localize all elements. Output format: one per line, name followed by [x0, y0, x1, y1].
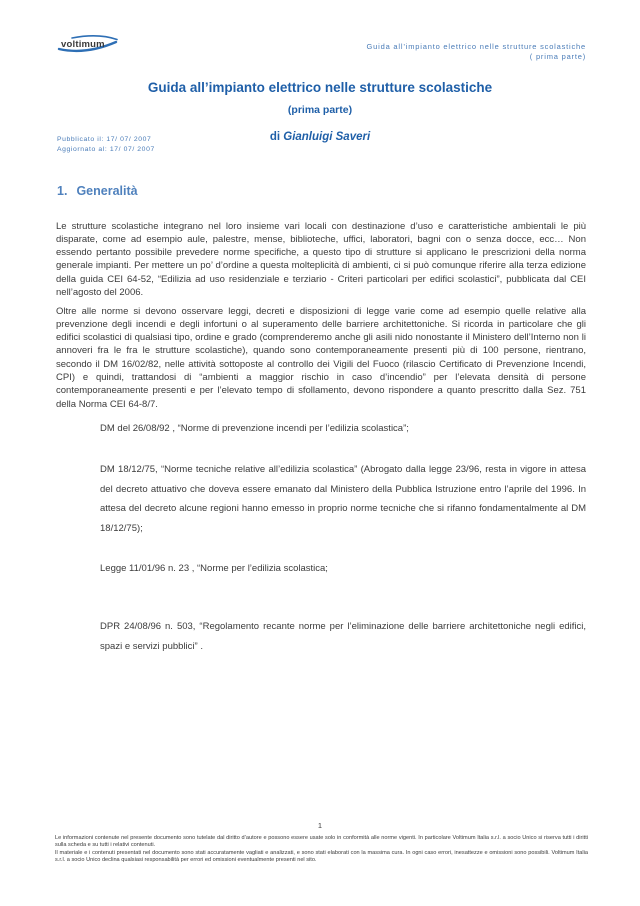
published-date: Pubblicato il: 17/ 07/ 2007	[57, 136, 152, 143]
page-title: Guida all’impianto elettrico nelle strutture scolastiche	[147, 80, 493, 95]
legal-paragraph: Il materiale e i contenuti presentati nel documento sono stati accuratamente vagliati e analizzati, e sono stati elaborati con la massima cura. In ogni caso errori, inesattezze e omissioni sono possibili. Voltimum Italia s.r.l. a socio Unico declina qualsiasi responsabilità per errori ed omissioni eventualmente presenti nel sito.	[55, 849, 588, 863]
running-header-title: Guida all’impianto elettrico nelle strutture scolastiche	[366, 42, 586, 51]
legal-disclaimer	[55, 835, 588, 864]
updated-date: Aggiornato al: 17/ 07/ 2007	[57, 145, 155, 153]
running-header	[367, 42, 586, 62]
author-name: Gianluigi Saveri	[283, 131, 371, 143]
list-item: DPR 24/08/96 n. 503, “Regolamento recante norme per l’eliminazione delle barriere architettoniche negli edifici, spazi e servizi pubblici” .	[100, 621, 586, 652]
section-label: Generalità	[76, 184, 138, 198]
reference-list	[100, 422, 586, 656]
body-paragraph: Oltre alle norme si devono osservare leggi, decreti e disposizioni di legge varie come ad esempio quelle relative alla prevenzione degli incendi e degli infortuni o al superamento delle barriere architettoniche. Si ricorda in particolare che gli edifici scolastici di qualsiasi tipo, ordine e grado (comprenderemo anche gli asili nido nonostante il Ministero dell’Interno non li annoveri fra le fra le strutture scolastiche), quando sono contemporaneamente presenti più di 100 persone, rientrano, secondo il DM 16/02/82, nelle attività sottoposte al controllo dei Vigili del Fuoco (rilascio Certificato di Prevenzione Incendi, CPI) e quindi, trattandosi di “ambienti a maggior rischio in caso d’incendio” per l’elevata densità di persone contemporaneamente presenti e per l’elevato tempo di sfollamento, devono rispondere a quanto prescritto dalla Sez. 751 della Norma CEI 64-8/7.	[56, 305, 586, 410]
legal-paragraph: Le informazioni contenute nel presente documento sono tutelate dal diritto d’autore e possono essere usate solo in conformità alle norme vigenti. In particolare Voltimum Italia s.r.l. a socio Unico si riserva tutti i diritti sulla scheda e su tutti i relativi contenuti.	[55, 835, 588, 849]
byline-prefix: di	[269, 131, 284, 143]
voltimum-logo	[56, 34, 120, 56]
section-heading	[57, 184, 138, 198]
voltimum-logo-icon	[56, 34, 120, 56]
running-header-subtitle: ( prima parte)	[529, 52, 586, 61]
list-item: DM del 26/08/92 , “Norme di prevenzione incendi per l’edilizia scolastica”;	[100, 423, 409, 434]
page-subtitle: (prima parte)	[287, 104, 353, 116]
section-number: 1.	[57, 184, 68, 198]
byline	[0, 131, 640, 143]
list-item: Legge 11/01/96 n. 23 , “Norme per l’edilizia scolastica;	[100, 563, 328, 574]
body-paragraph: Le strutture scolastiche integrano nel loro insieme vari locali con destinazione d’uso e caratteristiche ambientali le più disparate, come ad esempio aule, palestre, mense, biblioteche, uffici, laboratori, bagni con o senza docce, ecc… Non essendo pertanto possibile prevedere norme specifiche, a questo tipo di strutture si applicano le prescrizioni della norma generale impianti. Per mettere un po’ d’ordine a questa molteplicità di ambienti, ci si può comunque riferire alla terza edizione della guida CEI 64-52, “Edilizia ad uso residenziale e terziario - Criteri particolari per edifici scolastici”, pubblicata dal CEI nell’agosto del 2006.	[56, 220, 586, 298]
page-number: 1	[317, 821, 323, 830]
list-item: DM 18/12/75, “Norme tecniche relative all’edilizia scolastica” (Abrogato dalla legge 23/96, resta in vigore in attesa del decreto attuativo che doveva essere emanato dal Ministero della Pubblica Istruzione entro l’aprile del 1996. In attesa del decreto alcune regioni hanno emesso in proprio norme tecniche che si rifanno fondamentalmente al DM 18/12/75);	[100, 464, 586, 534]
logo-text: voltimum	[61, 39, 105, 50]
